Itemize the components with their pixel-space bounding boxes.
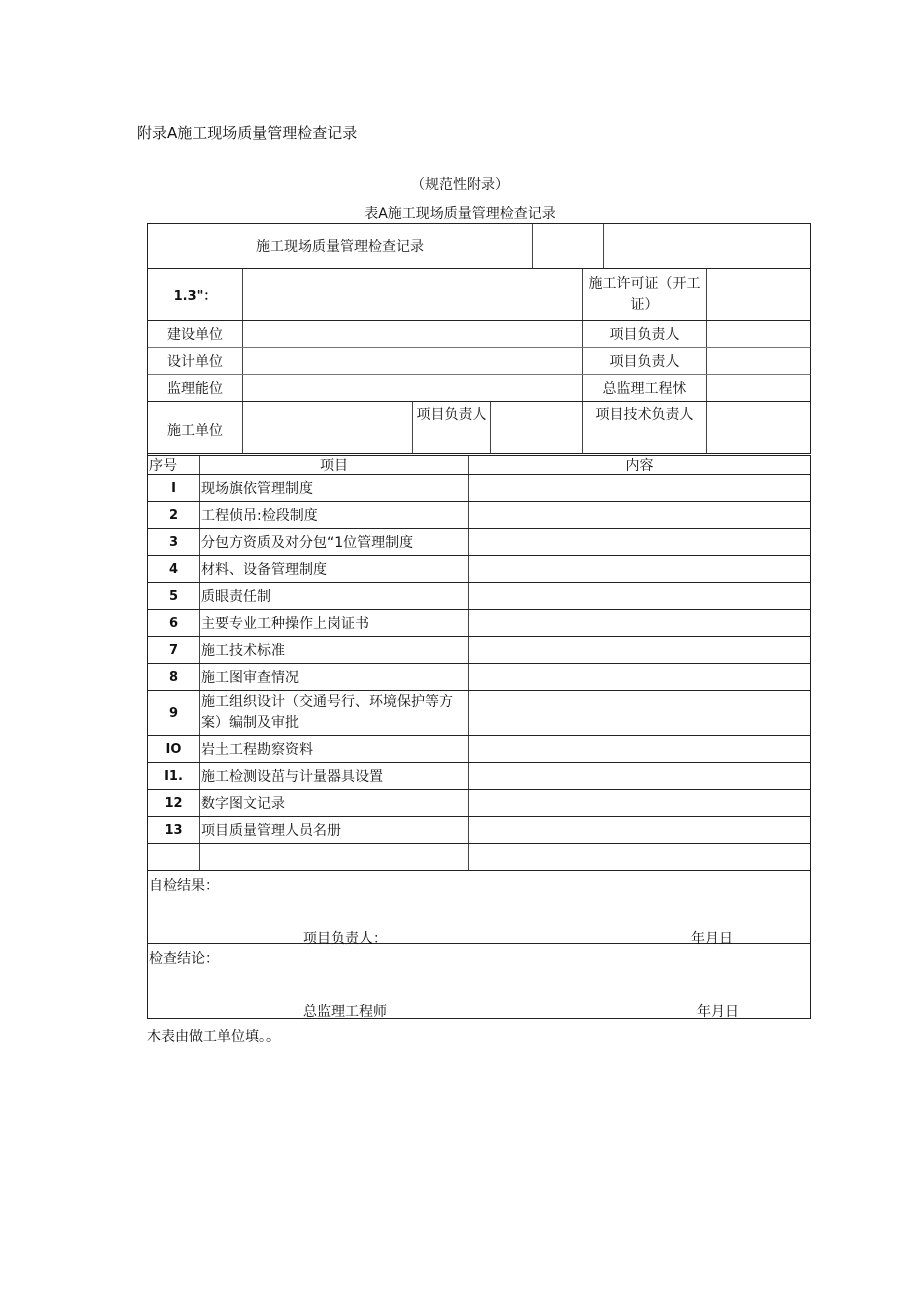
form-title-blank-1[interactable] bbox=[533, 224, 604, 268]
project-leader-label: 项目负责人 bbox=[413, 402, 491, 453]
inspection-form-table bbox=[147, 223, 811, 1019]
row-item: 质眼责任制 bbox=[200, 583, 469, 609]
row-item: 施工检测设茁与计量器具设置 bbox=[200, 763, 469, 789]
row-number: IO bbox=[148, 736, 200, 762]
row-content-field[interactable] bbox=[469, 529, 810, 555]
row-number: I bbox=[148, 475, 200, 501]
row-content-field[interactable] bbox=[469, 691, 810, 735]
self-check-signer: 项目负责人： bbox=[303, 931, 387, 947]
row-content-field[interactable] bbox=[469, 502, 810, 528]
table-row bbox=[148, 502, 811, 529]
items-header-row bbox=[148, 456, 811, 475]
row-number-blank[interactable] bbox=[148, 844, 200, 870]
tech-leader-field[interactable] bbox=[707, 402, 810, 453]
row-item: 现场旗依管理制度 bbox=[200, 475, 469, 501]
project-name-field[interactable] bbox=[243, 269, 583, 320]
unit-row bbox=[148, 348, 811, 375]
form-title-blank-2[interactable] bbox=[604, 224, 810, 268]
table-row bbox=[148, 790, 811, 817]
row-content-field[interactable] bbox=[469, 637, 810, 663]
row-item: 主要专业工种操作上岗证书 bbox=[200, 610, 469, 636]
table-row bbox=[148, 610, 811, 637]
row-content-field[interactable] bbox=[469, 475, 810, 501]
row-content-field[interactable] bbox=[469, 610, 810, 636]
self-check-date: 年月日 bbox=[691, 931, 733, 947]
project-leader-field[interactable] bbox=[491, 402, 583, 453]
unit-field[interactable] bbox=[243, 375, 583, 401]
row-content-field[interactable] bbox=[469, 664, 810, 690]
appendix-title: 附录A施工现场质量管理检查记录 bbox=[137, 124, 358, 142]
unit-right-field[interactable] bbox=[707, 348, 810, 374]
table-row-empty bbox=[148, 844, 811, 871]
construction-unit-label: 施工单位 bbox=[148, 402, 243, 453]
unit-right-label: 项目负责人 bbox=[583, 321, 707, 347]
unit-row bbox=[148, 375, 811, 402]
row-item: 施工技术标准 bbox=[200, 637, 469, 663]
table-row bbox=[148, 556, 811, 583]
table-row bbox=[148, 637, 811, 664]
table-row bbox=[148, 691, 811, 736]
form-title: 施工现场质量管理检查记录 bbox=[148, 224, 533, 268]
inspection-date: 年月日 bbox=[697, 1004, 739, 1020]
table-row bbox=[148, 817, 811, 844]
project-label: 1.3"： bbox=[148, 269, 243, 320]
row-item: 岩土工程勘察资料 bbox=[200, 736, 469, 762]
row-number: 6 bbox=[148, 610, 200, 636]
unit-field[interactable] bbox=[243, 348, 583, 374]
row-content-field[interactable] bbox=[469, 583, 810, 609]
row-item: 施工图审查情况 bbox=[200, 664, 469, 690]
row-item: 分包方资质及对分包“1位管理制度 bbox=[200, 529, 469, 555]
seq-header: 序号 bbox=[148, 456, 200, 474]
row-number: 2 bbox=[148, 502, 200, 528]
row-number: 4 bbox=[148, 556, 200, 582]
unit-right-label: 项目负责人 bbox=[583, 348, 707, 374]
unit-label: 监理能位 bbox=[148, 375, 243, 401]
row-item: 材料、设备管理制度 bbox=[200, 556, 469, 582]
inspection-section bbox=[148, 944, 811, 1019]
inspection-signer: 总监理工程师 bbox=[303, 1004, 387, 1020]
row-content-field[interactable] bbox=[469, 763, 810, 789]
table-row bbox=[148, 736, 811, 763]
row-item: 项目质量管理人员名册 bbox=[200, 817, 469, 843]
row-number: 12 bbox=[148, 790, 200, 816]
unit-label: 建设单位 bbox=[148, 321, 243, 347]
unit-right-label: 总监理工程怵 bbox=[583, 375, 707, 401]
row-content-field[interactable] bbox=[469, 790, 810, 816]
self-check-section bbox=[148, 871, 811, 947]
unit-right-field[interactable] bbox=[707, 321, 810, 347]
unit-label: 设计单位 bbox=[148, 348, 243, 374]
row-number: 8 bbox=[148, 664, 200, 690]
content-header: 内容 bbox=[625, 458, 654, 474]
table-row bbox=[148, 583, 811, 610]
permit-field[interactable] bbox=[707, 269, 810, 320]
table-row bbox=[148, 529, 811, 556]
table-row bbox=[148, 763, 811, 790]
row-content-field[interactable] bbox=[469, 556, 810, 582]
row-item: 工程侦吊:检段制度 bbox=[200, 502, 469, 528]
tech-leader-label: 项目技术负责人 bbox=[583, 402, 707, 453]
unit-row bbox=[148, 321, 811, 348]
unit-field[interactable] bbox=[243, 321, 583, 347]
row-content-field[interactable] bbox=[469, 844, 810, 870]
row-content-field[interactable] bbox=[469, 736, 810, 762]
inspection-label: 检查结论： bbox=[149, 951, 219, 967]
row-content-field[interactable] bbox=[469, 817, 810, 843]
row-number: 9 bbox=[148, 691, 200, 735]
construction-unit-row bbox=[148, 402, 811, 454]
normative-note: （规范性附录） bbox=[411, 177, 509, 193]
self-check-label: 自检结果： bbox=[149, 878, 219, 894]
row-item-blank[interactable] bbox=[200, 844, 469, 870]
row-number: 7 bbox=[148, 637, 200, 663]
permit-label: 施工许可证（开工证） bbox=[583, 269, 707, 320]
table-caption: 表A施工现场质量管理检查记录 bbox=[364, 206, 556, 222]
table-row bbox=[148, 475, 811, 502]
footer-note: 木表由做工单位填。。 bbox=[147, 1029, 280, 1045]
item-header: 项目 bbox=[200, 456, 469, 474]
row-number: 5 bbox=[148, 583, 200, 609]
unit-right-field[interactable] bbox=[707, 375, 810, 401]
row-item: 施工组织设计（交通号行、环境保护等方案）编制及审批 bbox=[200, 691, 469, 735]
row-number: 3 bbox=[148, 529, 200, 555]
construction-unit-field[interactable] bbox=[243, 402, 413, 453]
table-row bbox=[148, 664, 811, 691]
form-title-row bbox=[148, 224, 811, 269]
row-item: 数字图文记录 bbox=[200, 790, 469, 816]
row-number: I1. bbox=[148, 763, 200, 789]
row-number: 13 bbox=[148, 817, 200, 843]
project-row bbox=[148, 269, 811, 321]
